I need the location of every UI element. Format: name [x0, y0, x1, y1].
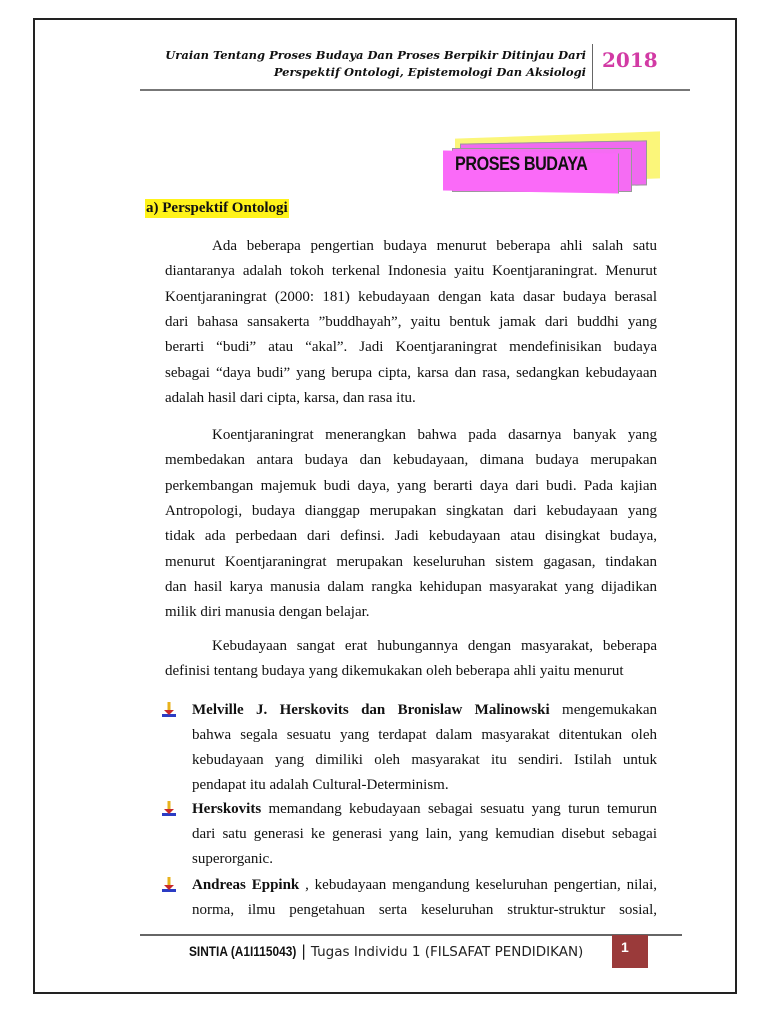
paragraph-line: definisi tentang budaya yang dikemukakan oleh beberapa ahli yaitu menurut	[165, 663, 624, 680]
header-title-line2: Perspektif Ontologi, Epistemologi Dan Aksiologi	[273, 65, 586, 79]
arrow-down-bullet-icon	[161, 702, 177, 718]
bullet-line: kebudayaan yang dimiliki oleh masyarakat itu sendiri. Istilah untuk	[192, 752, 657, 768]
bullet-bold-name: Herskovits	[192, 801, 262, 817]
paragraph-line: Koentjaraningrat menerangkan bahwa pada dasarnya banyak yang	[212, 427, 657, 443]
header-rule	[140, 89, 690, 91]
header-title	[165, 47, 586, 81]
bullet-bold-name: Melville J. Herskovits dan Bronislaw Malinowski	[192, 702, 550, 718]
paragraph-line: menurut Koentjaraningrat merupakan keseluruhan sistem gagasan, tindakan	[165, 553, 657, 570]
footer-course: Tugas Individu 1 (FILSAFAT PENDIDIKAN)	[310, 944, 584, 960]
paragraph-line: berarti “budi” atau “akal”. Jadi Koentjaraningrat mendefinisikan budaya	[165, 339, 657, 356]
paragraph-line: sebagai “daya budi” yang berupa cipta, karsa dan rasa, sedangkan kebudayaan	[165, 364, 657, 381]
arrow-down-bullet-icon	[161, 877, 177, 893]
bullet-text: memandang kebudayaan sebagai sesuatu yang turun temurun	[268, 801, 657, 817]
bullet-first-line	[192, 701, 657, 719]
paragraph-line: tidak ada perbedaan dari definsi. Jadi kebudayaan atau disingkat budaya,	[165, 528, 657, 545]
bullet-line: dari satu generasi ke generasi yang lain, yang kemudian disebut sebagai	[192, 826, 657, 842]
header-year: 2018	[602, 48, 658, 72]
arrow-down-bullet-icon	[161, 801, 177, 817]
chapter-title: PROSES BUDAYA	[455, 154, 588, 175]
paragraph-line: milik diri manusia dengan belajar.	[165, 604, 370, 621]
footer-author: SINTIA (A1I115043)	[188, 943, 297, 959]
paragraph-line: perkembangan majemuk budi daya, yang berarti daya dari budi. Pada kajian	[165, 477, 657, 494]
footer-rule	[140, 934, 682, 936]
paragraph-line: Antropologi, budaya dianggap merupakan singkatan dari kebudayaan yang	[165, 502, 657, 519]
page-number: 1	[612, 935, 648, 968]
paragraph-line: Koentjaraningrat (2000: 181) kebudayaan dengan kata dasar budaya berasal	[165, 288, 657, 305]
header-divider	[592, 44, 593, 89]
bullet-first-line	[192, 876, 657, 894]
header-title-line1: Uraian Tentang Proses Budaya Dan Proses Berpikir Ditinjau Dari	[165, 48, 586, 62]
bullet-bold-name: Andreas Eppink	[192, 877, 300, 893]
bullet-line: bahwa segala sesuatu yang terdapat dalam masyarakat ditentukan oleh	[192, 727, 657, 743]
bullet-text: mengemukakan	[562, 702, 657, 718]
paragraph-line: Ada beberapa pengertian budaya menurut beberapa ahli salah satu	[212, 238, 657, 254]
bullet-text: , kebudayaan mengandung keseluruhan pengertian, nilai,	[305, 877, 657, 893]
footer-separator: |	[296, 942, 311, 960]
paragraph-line: dari bahasa sansakerta ”buddhayah”, yaitu bentuk jamak dari buddhi yang	[165, 313, 657, 330]
section-heading: a) Perspektif Ontologi	[146, 200, 288, 216]
paragraph-line: dan hasil karya manusia dalam rangka kehidupan masyarakat yang dijadikan	[165, 578, 657, 595]
footer	[170, 942, 583, 960]
bullet-first-line	[192, 800, 657, 818]
paragraph-line: adalah hasil dari cipta, karsa, dan rasa itu.	[165, 389, 416, 406]
bullet-line: superorganic.	[192, 851, 273, 867]
bullet-line: pendapat itu adalah Cultural-Determinism.	[192, 777, 449, 793]
paragraph-line: Kebudayaan sangat erat hubungannya dengan masyarakat, beberapa	[212, 638, 657, 654]
paragraph-line: membedakan antara budaya dan kebudayaan, dimana budaya merupakan	[165, 452, 657, 469]
bullet-line: norma, ilmu pengetahuan serta keseluruhan struktur-struktur sosial,	[192, 902, 657, 918]
paragraph-line: diantaranya adalah tokoh terkenal Indonesia yaitu Koentjaraningrat. Menurut	[165, 263, 657, 280]
